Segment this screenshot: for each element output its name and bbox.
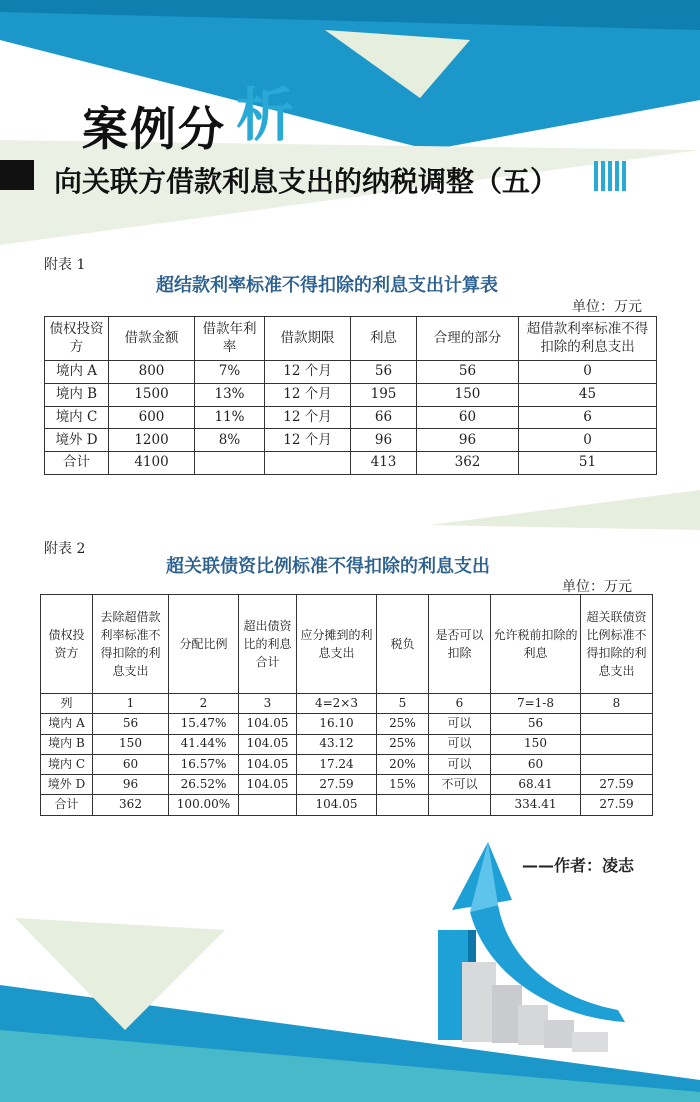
table2-cell: 境外 D [41,775,93,795]
table1-cell: 利息 [351,317,417,361]
table2-cell: 56 [491,714,581,734]
table1-cell: 11% [195,406,265,429]
table1-cell: 12 个月 [265,406,351,429]
author: ——作者：凌志 [522,856,635,875]
table2-row [41,714,653,734]
table2-cell: 可以 [429,754,491,774]
table2-cell: 15% [377,775,429,795]
table1-cell: 1200 [109,429,195,452]
table1-header-row [45,317,657,361]
table2-cell: 27.59 [581,775,653,795]
table1-cell: 境外 D [45,429,109,452]
table1-title: 超结款利率标准不得扣除的利息支出计算表 [156,275,498,296]
table2-cell: 6 [429,694,491,714]
table2-cell: 去除超借款利率标准不得扣除的利息支出 [93,595,169,694]
table2-cell: 3 [239,694,297,714]
table2-cell: 16.57% [169,754,239,774]
bar-5 [544,1020,574,1048]
subtitle-stripes [594,161,628,191]
table1-row [45,406,657,429]
table2-cell: 5 [377,694,429,714]
bar-3 [492,985,522,1043]
table2-cell: 合计 [41,795,93,815]
table2-cell: 68.41 [491,775,581,795]
table1-cell [195,452,265,475]
table2-cell: 104.05 [239,754,297,774]
table1-cell: 0 [519,429,657,452]
table1-cell: 600 [109,406,195,429]
table2-cell: 96 [93,775,169,795]
table2-cell: 不可以 [429,775,491,795]
table1-cell: 51 [519,452,657,475]
table2 [40,594,653,816]
table2-cell: 25% [377,734,429,754]
bar-4 [518,1005,548,1045]
table1-cell: 1500 [109,383,195,406]
table2-cell: 104.05 [239,714,297,734]
bar-6 [572,1032,608,1052]
table1-cell: 境内 A [45,361,109,384]
table1-cell: 借款期限 [265,317,351,361]
table2-cell: 8 [581,694,653,714]
table1-row [45,452,657,475]
table2-caption: 附表 2 [44,541,86,557]
table2-cell: 可以 [429,734,491,754]
table2-cell: 境内 B [41,734,93,754]
table1-row [45,429,657,452]
table2-row [41,775,653,795]
table2-title: 超关联债资比例标准不得扣除的利息支出 [166,556,490,577]
table1-cell: 66 [351,406,417,429]
table1-cell: 境内 B [45,383,109,406]
table2-cell [581,734,653,754]
table2-cell: 150 [93,734,169,754]
table1-cell: 56 [351,361,417,384]
table1-cell: 0 [519,361,657,384]
table1-cell: 96 [417,429,519,452]
table1-cell: 45 [519,383,657,406]
table1-cell: 6 [519,406,657,429]
table2-cell: 362 [93,795,169,815]
table2-cell: 15.47% [169,714,239,734]
table2-cell [377,795,429,815]
table1-cell: 12 个月 [265,383,351,406]
table2-cell: 7=1-8 [491,694,581,714]
table2-cell: 20% [377,754,429,774]
table1-cell: 合理的部分 [417,317,519,361]
table2-cell: 60 [491,754,581,774]
table1-cell: 13% [195,383,265,406]
table2-cell: 43.12 [297,734,377,754]
table1-cell: 境内 C [45,406,109,429]
table2-header-row [41,595,653,694]
table2-cell: 税负 [377,595,429,694]
table2-cell: 104.05 [239,734,297,754]
table2-row [41,795,653,815]
table2-cell: 是否可以扣除 [429,595,491,694]
table2-cell: 允许税前扣除的利息 [491,595,581,694]
table1-cell: 800 [109,361,195,384]
table2-cell [239,795,297,815]
table1-cell: 4100 [109,452,195,475]
table1-cell: 债权投资方 [45,317,109,361]
table1-cell: 借款金额 [109,317,195,361]
table1-caption: 附表 1 [44,257,86,273]
table1-cell: 7% [195,361,265,384]
table2-cell: 超关联债资比例标准不得扣除的利息支出 [581,595,653,694]
table1-cell: 借款年利率 [195,317,265,361]
table2-cell: 41.44% [169,734,239,754]
table2-row [41,754,653,774]
table2-cell: 分配比例 [169,595,239,694]
subtitle: 向关联方借款利息支出的纳税调整（五） [54,165,559,198]
table2-column-index-row [41,694,653,714]
table2-cell: 60 [93,754,169,774]
table2-unit: 单位：万元 [562,579,632,595]
table2-cell: 超出债资比的利息合计 [239,595,297,694]
table2-cell: 境内 A [41,714,93,734]
table1-cell: 12 个月 [265,361,351,384]
table2-cell: 债权投资方 [41,595,93,694]
subtitle-marker [0,160,34,190]
table1 [44,316,657,475]
table2-cell: 150 [491,734,581,754]
table2-cell: 100.00% [169,795,239,815]
table1-cell: 12 个月 [265,429,351,452]
table1-cell: 56 [417,361,519,384]
table1-cell: 超借款利率标准不得扣除的利息支出 [519,317,657,361]
table2-cell: 25% [377,714,429,734]
title-accent: 析 [236,81,297,149]
table1-cell: 362 [417,452,519,475]
table2-cell: 2 [169,694,239,714]
table2-cell: 17.24 [297,754,377,774]
table1-cell: 96 [351,429,417,452]
table1-unit: 单位：万元 [572,299,642,315]
table2-cell: 27.59 [297,775,377,795]
page-title [82,78,296,162]
table1-cell: 合计 [45,452,109,475]
table2-cell: 境内 C [41,754,93,774]
table2-cell: 4=2×3 [297,694,377,714]
table1-cell: 60 [417,406,519,429]
table2-cell: 26.52% [169,775,239,795]
table2-row [41,734,653,754]
table2-cell: 应分摊到的利息支出 [297,595,377,694]
table2-cell: 334.41 [491,795,581,815]
table1-cell [265,452,351,475]
table2-cell: 104.05 [297,795,377,815]
bar-2 [462,962,496,1042]
table2-cell: 1 [93,694,169,714]
table2-cell: 16.10 [297,714,377,734]
table2-cell [429,795,491,815]
table2-cell: 可以 [429,714,491,734]
table2-cell: 56 [93,714,169,734]
title-main: 案例分 [82,102,226,156]
table1-cell: 195 [351,383,417,406]
table1-row [45,383,657,406]
table1-cell: 413 [351,452,417,475]
table1-cell: 8% [195,429,265,452]
table2-cell: 27.59 [581,795,653,815]
table2-cell [581,714,653,734]
table1-row [45,361,657,384]
table2-cell: 列 [41,694,93,714]
table2-cell [581,754,653,774]
table1-cell: 150 [417,383,519,406]
table2-cell: 104.05 [239,775,297,795]
